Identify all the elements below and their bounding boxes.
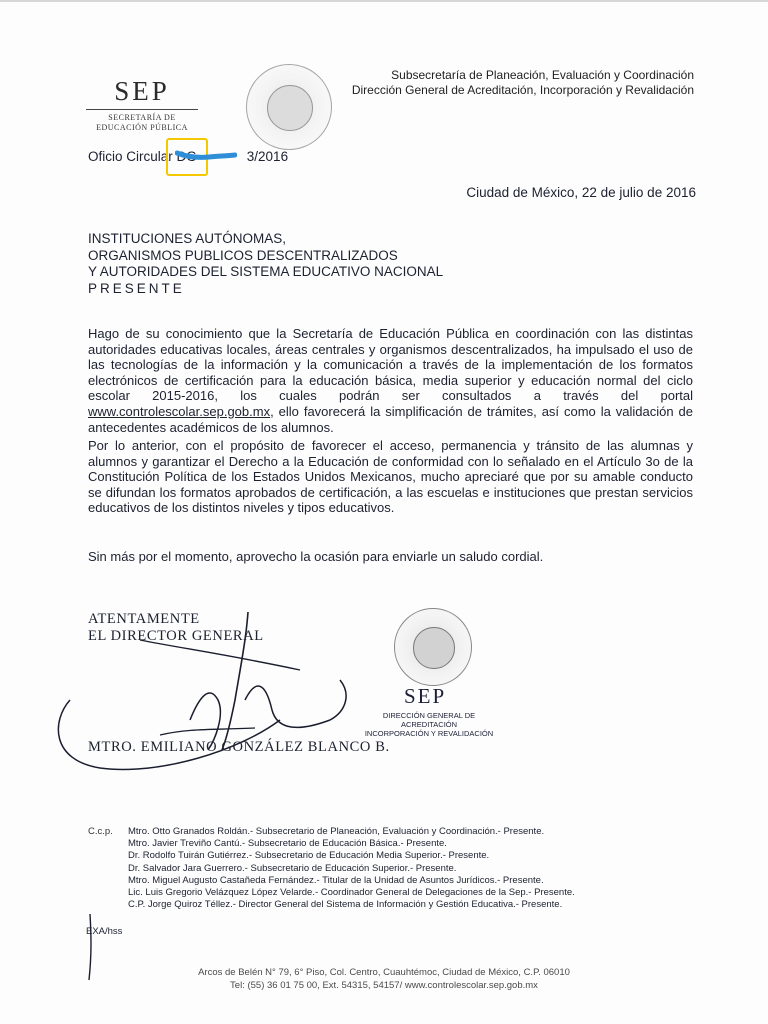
- seal-eagle-shape: [267, 85, 313, 131]
- stamp-caption: [354, 711, 504, 738]
- ccp-item: Dr. Rodolfo Tuirán Gutiérrez.- Subsecretario de Educación Media Superior.- Presente.: [128, 850, 490, 862]
- direccion-line: Dirección General de Acreditación, Incorporación y Revalidación: [351, 83, 694, 97]
- portal-link: www.controlescolar.sep.gob.mx: [88, 403, 271, 419]
- ccp-item: Lic. Luis Gregorio Velázquez López Velarde.- Coordinador General de Delegaciones de la Sep.- Presente.: [128, 887, 575, 899]
- addressee-line4: PRESENTE: [88, 280, 185, 296]
- addressee-line3: Y AUTORIDADES DEL SISTEMA EDUCATIVO NACIONAL: [88, 264, 444, 279]
- p1-text-after: , ello favorecerá la simplificación de trámites, así como la validación de antecedentes académicos de los alumnos.: [88, 403, 693, 435]
- national-seal-icon: [246, 64, 332, 150]
- addressee-line2: ORGANISMOS PUBLICOS DESCENTRALIZADOS: [88, 247, 398, 263]
- stamp-eagle-shape: [413, 627, 455, 669]
- signature-atentamente: ATENTAMENTE: [88, 611, 200, 627]
- oficio-suffix: 3/2016: [246, 149, 289, 164]
- blue-pen-stroke: [175, 150, 237, 160]
- signature-title: EL DIRECTOR GENERAL: [88, 628, 264, 644]
- scan-edge-line: [0, 0, 768, 2]
- stamp-seal-icon: [394, 608, 472, 686]
- logo-subtitle-line2: EDUCACIÓN PÚBLICA: [96, 123, 188, 132]
- ccp-item: Dr. Salvador Jara Guerrero.- Subsecretario de Educación Superior.- Presente.: [128, 862, 457, 874]
- typist-initials: EXA/hss: [86, 926, 123, 937]
- addressee-block: [88, 231, 443, 297]
- footer-contact: Tel: (55) 36 01 75 00, Ext. 54315, 54157/ www.controlescolar.sep.gob.mx: [230, 980, 538, 991]
- addressee-line1: INSTITUCIONES AUTÓNOMAS,: [88, 231, 287, 246]
- footer-address: Arcos de Belén N° 79, 6° Piso, Col. Centro, Cuauhtémoc, Ciudad de México, C.P. 06010: [198, 967, 570, 978]
- sep-logo-text: SEP: [114, 76, 170, 106]
- oficio-label: Oficio Circular: [88, 149, 173, 164]
- ccp-item: Mtro. Otto Granados Roldán.- Subsecretario de Planeación, Evaluación y Coordinación.- Presente.: [128, 826, 545, 837]
- logo-divider: [86, 109, 198, 110]
- date-line: Ciudad de México, 22 de julio de 2016: [466, 185, 696, 200]
- stamp-caption-line1: DIRECCIÓN GENERAL DE ACREDITACIÓN: [382, 711, 476, 729]
- logo-subtitle-line1: SECRETARÍA DE: [108, 113, 176, 122]
- body-paragraph-1: [88, 326, 693, 435]
- ccp-label: C.c.p.: [88, 826, 113, 837]
- ccp-item: C.P. Jorge Quiroz Téllez.- Director General del Sistema de Información y Gestión Educativa.- Presente.: [128, 899, 563, 911]
- ccp-item: Mtro. Miguel Augusto Castañeda Fernández.- Titular de la Unidad de Asuntos Jurídicos.- Presente.: [128, 874, 544, 886]
- stamp-sep-text: SEP: [404, 684, 447, 708]
- closing-line: Sin más por el momento, aprovecho la ocasión para enviarle un saludo cordial.: [88, 549, 544, 564]
- sep-logo: [86, 76, 198, 133]
- subsecretaria-line: Subsecretaría de Planeación, Evaluación y Coordinación: [391, 68, 694, 82]
- p1-text-before: Hago de su conocimiento que la Secretaría de Educación Pública en coordinación con las distintas autoridades educativas locales, áreas centrales y organismos descentralizados, ha impulsado el uso de las tecnologías de la información y la comunicación a través de la implementación de los formatos electrónicos de certificación para la educación básica, media superior y educación normal del ciclo escolar 2015-2016, los cuales podrán ser consultados a través del portal: [88, 326, 693, 404]
- body-paragraph-2: Por lo anterior, con el propósito de favorecer el acceso, permanencia y tránsito de las alumnas y alumnos y garantizar el Derecho a la Educación de conformidad con lo señalado en el Artículo 3o de la Constitución Política de los Estados Unidos Mexicanos, mucho apreciaré que por su amable conducto se difundan los formatos aprobados de certificación, a las escuelas e instituciones que prestan servicios educativos de los distintos niveles y tipos educativos.: [88, 438, 693, 516]
- letterhead-header: [352, 68, 694, 98]
- signer-name: MTRO. EMILIANO GONZÁLEZ BLANCO B.: [88, 739, 390, 755]
- ccp-item: Mtro. Javier Treviño Cantú.- Subsecretario de Educación Básica.- Presente.: [128, 838, 447, 850]
- ccp-list: [128, 826, 575, 911]
- oficio-prefix: DG: [176, 149, 197, 164]
- stamp-caption-line2: INCORPORACIÓN Y REVALIDACIÓN: [364, 729, 494, 738]
